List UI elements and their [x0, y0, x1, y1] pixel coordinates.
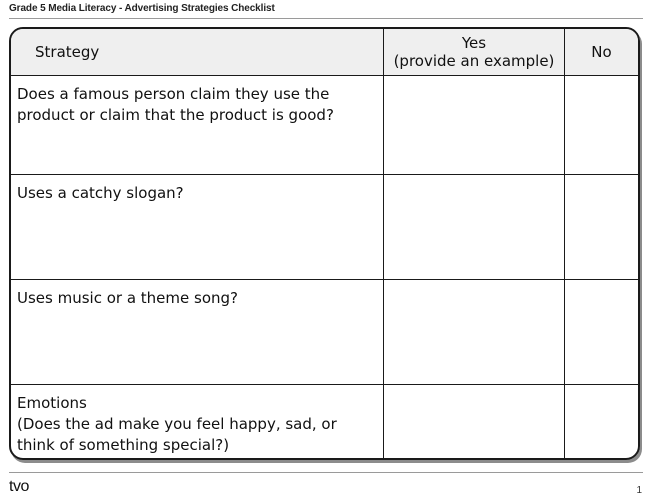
column-header-yes-label: Yes — [461, 34, 487, 52]
strategy-cell — [11, 76, 384, 175]
no-answer-cell[interactable] — [565, 385, 639, 459]
strategy-text: (Does the ad make you feel happy, sad, or — [17, 415, 337, 433]
column-header-strategy-label: Strategy — [35, 43, 100, 61]
table-row — [11, 175, 638, 280]
yes-answer-cell[interactable] — [384, 175, 565, 280]
no-answer-cell[interactable] — [565, 175, 639, 280]
strategy-text: product or claim that the product is good? — [17, 106, 334, 124]
page-number: 1 — [636, 485, 642, 496]
no-answer-cell[interactable] — [565, 76, 639, 175]
table-row — [11, 280, 638, 385]
footer-divider — [9, 472, 643, 473]
no-answer-cell[interactable] — [565, 280, 639, 385]
column-header-strategy — [11, 29, 384, 76]
table-header-row — [11, 29, 638, 76]
yes-answer-cell[interactable] — [384, 385, 565, 459]
strategy-text: think of something special?) — [17, 436, 230, 454]
strategy-text: Emotions — [17, 394, 87, 412]
strategy-cell — [11, 385, 384, 459]
strategies-table — [11, 29, 638, 458]
table-row — [11, 76, 638, 175]
column-header-no-label: No — [591, 43, 612, 61]
tvo-logo: tvo — [9, 478, 29, 495]
strategy-cell — [11, 280, 384, 385]
yes-answer-cell[interactable] — [384, 280, 565, 385]
strategy-text: Does a famous person claim they use the — [17, 85, 330, 103]
strategy-text: Uses music or a theme song? — [17, 289, 239, 307]
strategy-cell — [11, 175, 384, 280]
header-divider — [9, 18, 643, 19]
checklist-table — [9, 27, 640, 460]
column-header-no — [565, 29, 639, 76]
table-row — [11, 385, 638, 459]
column-header-yes-sublabel: (provide an example) — [393, 52, 555, 70]
page-title: Grade 5 Media Literacy - Advertising Strategies Checklist — [9, 3, 275, 14]
column-header-yes — [384, 29, 565, 76]
yes-answer-cell[interactable] — [384, 76, 565, 175]
strategy-text: Uses a catchy slogan? — [17, 184, 184, 202]
